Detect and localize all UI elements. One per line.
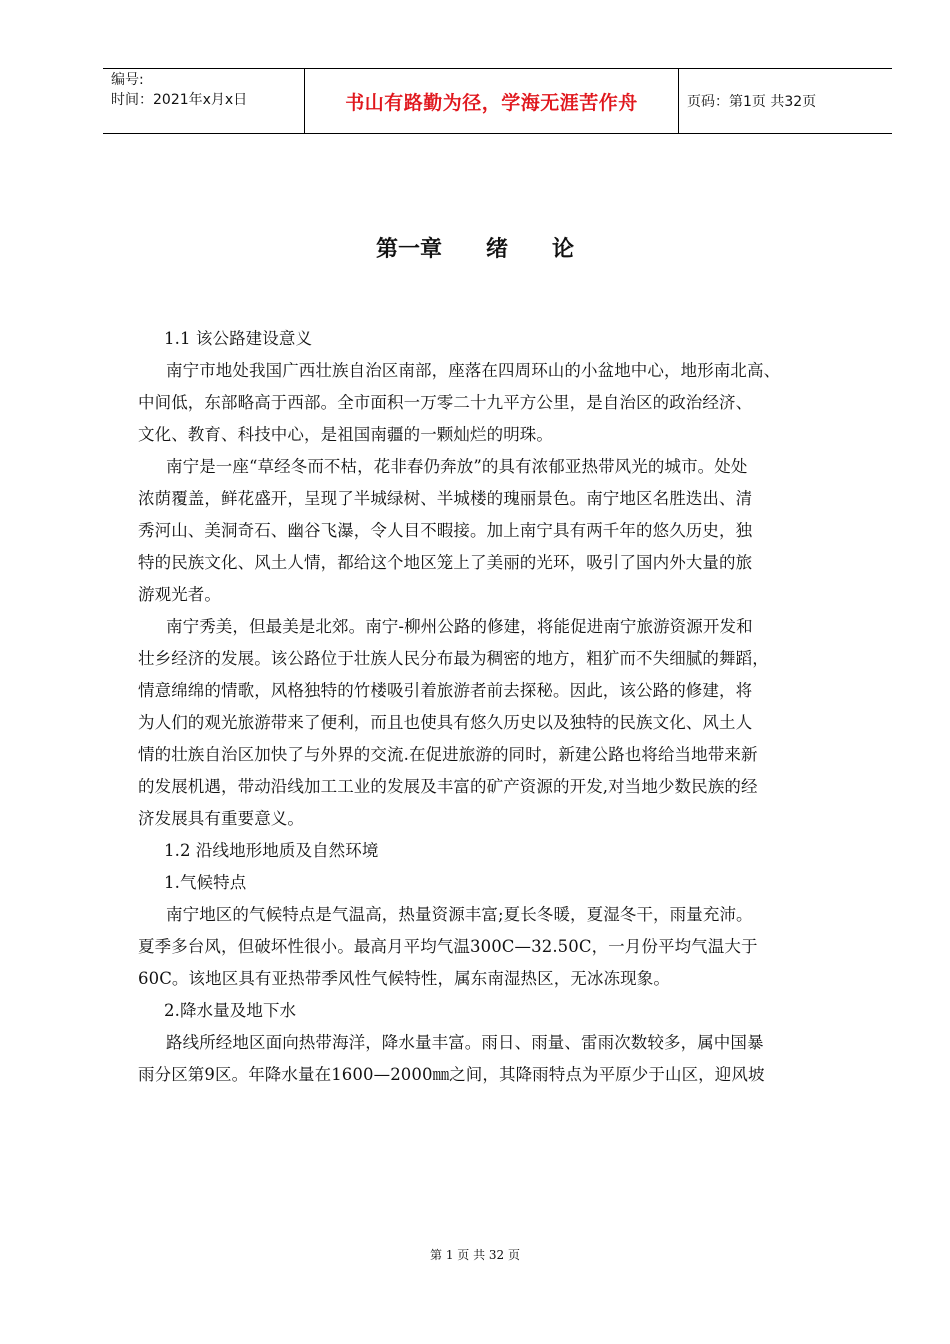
header-page-code: 页码：第1页 共32页 bbox=[687, 94, 817, 110]
text-line: 南宁秀美，但最美是北郊。南宁-柳州公路的修建，将能促进南宁旅游资源开发和 bbox=[166, 617, 753, 636]
chapter-title: 第一章 绪 论 bbox=[375, 237, 574, 262]
header-motto-cell bbox=[304, 69, 679, 133]
text-line: 游观光者。 bbox=[138, 585, 221, 604]
page-footer: 第 1 页 共 32 页 bbox=[430, 1248, 520, 1262]
text-line: 雨分区第9区。年降水量在1600—2000㎜之间，其降雨特点为平原少于山区，迎风坡 bbox=[138, 1065, 765, 1084]
text-line: 秀河山、美洞奇石、幽谷飞瀑，令人目不暇接。加上南宁具有两千年的悠久历史，独 bbox=[138, 521, 753, 540]
text-line: 60C。该地区具有亚热带季风性气候特性，属东南湿热区，无冰冻现象。 bbox=[138, 969, 670, 988]
section-heading: 1.1 该公路建设意义 bbox=[164, 329, 313, 348]
text-line: 路线所经地区面向热带海洋，降水量丰富。雨日、雨量、雷雨次数较多，属中国暴 bbox=[166, 1033, 764, 1052]
text-line: 特的民族文化、风土人情，都给这个地区笼上了美丽的光环，吸引了国内外大量的旅 bbox=[138, 553, 753, 572]
subsection-heading: 2.降水量及地下水 bbox=[164, 1001, 297, 1020]
text-line: 南宁是一座“草经冬而不枯，花非春仍奔放”的具有浓郁亚热带风光的城市。处处 bbox=[166, 457, 748, 476]
text-line: 南宁市地处我国广西壮族自治区南部，座落在四周环山的小盆地中心，地形南北高、 bbox=[166, 361, 781, 380]
text-line: 中间低，东部略高于西部。全市面积一万零二十九平方公里，是自治区的政治经济、 bbox=[138, 393, 753, 412]
text-line: 南宁地区的气候特点是气温高，热量资源丰富;夏长冬暖，夏湿冬干，雨量充沛。 bbox=[166, 905, 753, 924]
text-line: 情意绵绵的情歌，风格独特的竹楼吸引着旅游者前去探秘。因此，该公路的修建，将 bbox=[138, 681, 753, 700]
document-body bbox=[138, 323, 868, 1091]
text-line: 为人们的观光旅游带来了便利，而且也使具有悠久历史以及独特的民族文化、风土人 bbox=[138, 713, 753, 732]
section-heading: 1.2 沿线地形地质及自然环境 bbox=[164, 841, 379, 860]
text-line: 的发展机遇，带动沿线加工工业的发展及丰富的矿产资源的开发,对当地少数民族的经 bbox=[138, 777, 758, 796]
text-line: 济发展具有重要意义。 bbox=[138, 809, 304, 828]
text-line: 壮乡经济的发展。该公路位于壮族人民分布最为稠密的地方，粗犷而不失细腻的舞蹈， bbox=[138, 649, 769, 668]
header-meta bbox=[103, 69, 304, 133]
text-line: 夏季多台风，但破坏性很小。最高月平均气温300C—32.50C，一月份平均气温大于 bbox=[138, 937, 758, 956]
text-line: 情的壮族自治区加快了与外界的交流.在促进旅游的同时，新建公路也将给当地带来新 bbox=[138, 745, 758, 764]
text-line: 文化、教育、科技中心，是祖国南疆的一颗灿烂的明珠。 bbox=[138, 425, 553, 444]
number-label: 编号: bbox=[111, 72, 144, 88]
time-label: 时间：2021年x月x日 bbox=[111, 92, 248, 108]
subsection-heading: 1.气候特点 bbox=[164, 873, 247, 892]
page-header bbox=[103, 68, 892, 134]
header-motto: 书山有路勤为径，学海无涯苦作舟 bbox=[345, 91, 638, 114]
text-line: 浓荫覆盖，鲜花盛开，呈现了半城绿树、半城楼的瑰丽景色。南宁地区名胜迭出、清 bbox=[138, 489, 753, 508]
